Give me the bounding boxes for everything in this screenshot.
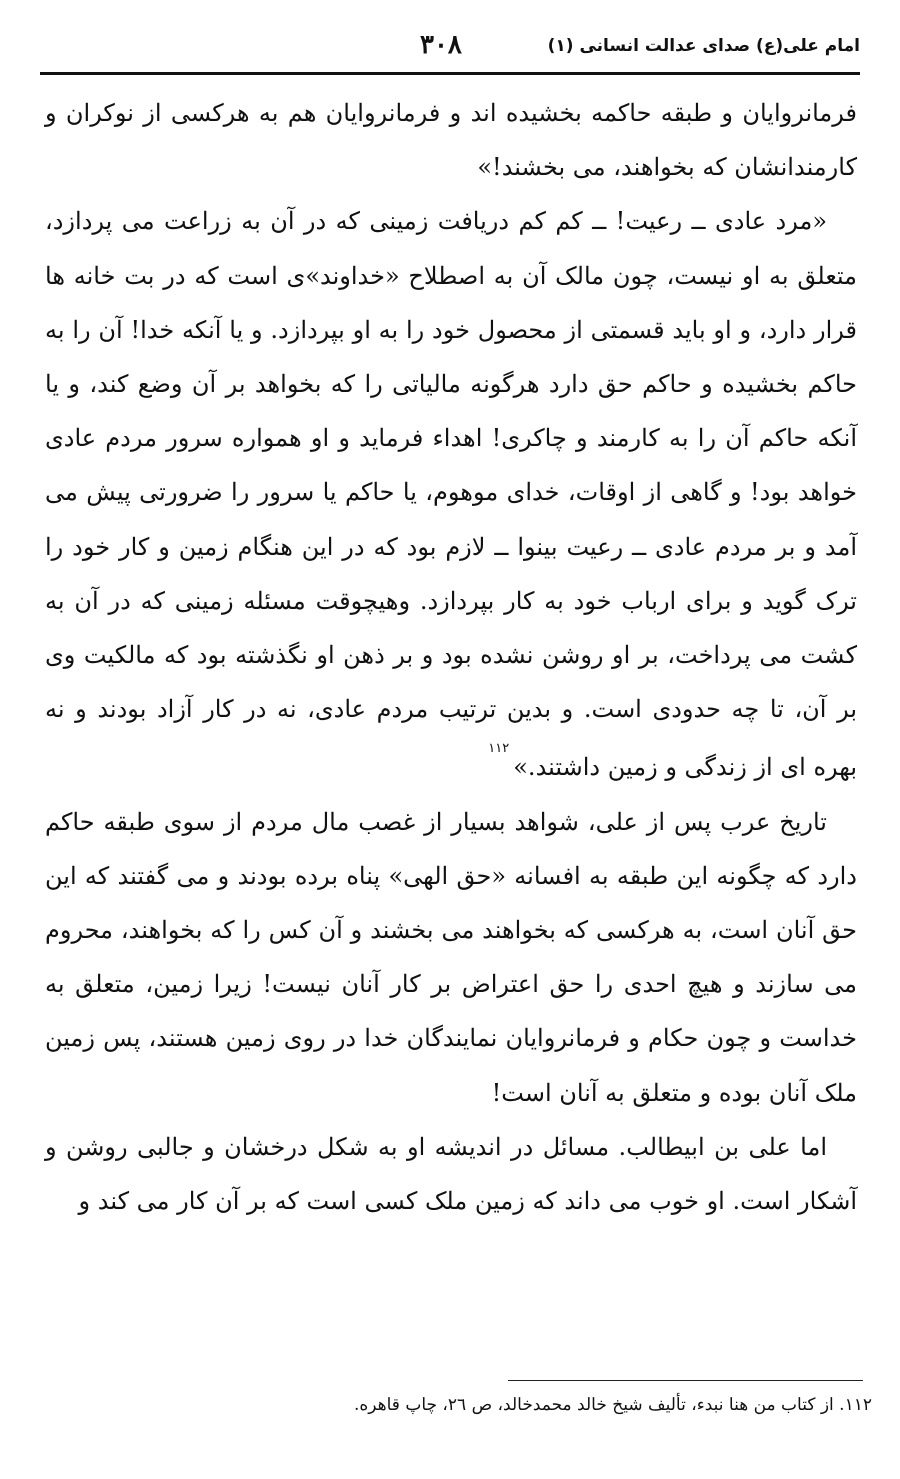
paragraph-1 bbox=[45, 86, 857, 194]
header-rule bbox=[40, 72, 860, 75]
footnote-rule bbox=[508, 1380, 863, 1381]
paragraph-1-text: فرمانروایان و طبقه حاکمه بخشیده اند و فرمانروایان هم به هرکسی از نوکران و کارمندانشان که بخواهند، می بخشند!» bbox=[45, 99, 857, 182]
paragraph-4 bbox=[45, 1120, 857, 1228]
paragraph-2 bbox=[45, 194, 857, 794]
running-title: امام علی(ع) صدای عدالت انسانی (۱) bbox=[547, 36, 860, 56]
page-number: ۳۰۸ bbox=[420, 30, 462, 60]
paragraph-4-text: اما علی بن ابیطالب. مسائل در اندیشه او به شکل درخشان و جالبی روشن و آشکار است. او خوب می داند که زمین ملک کسی است که بر آن کار می کند و bbox=[45, 1132, 857, 1216]
footnote-reference: ۱۱۲ bbox=[488, 741, 510, 757]
paragraph-3-text: تاریخ عرب پس از علی، شواهد بسیار از غصب مال مردم از سوی طبقه حاکم دارد که چگونه این طبقه به افسانه «حق الهی» پناه برده بودند و می گفتند که این حق آنان است، به هرکسی که بخواهند می بخشند و آن کس را که بخواهند، محروم می سازند و هیچ احدی را حق اعتراض بر کار آنان نیست! زیرا زمین، متعلق به خداست و چون حکام و فرمانروایان نمایندگان خدا در روی زمین هستند، پس زمین ملک آنان بوده و متعلق به آنان است! bbox=[45, 807, 857, 1107]
body-text bbox=[45, 86, 857, 1228]
paragraph-2-text: «مرد عادی ــ رعیت! ــ کم کم دریافت زمینی که در آن به زراعت می پردازد، متعلق به او نیست، چون مالک آن به اصطلاح «خداوند»ی است که در بت خانه ها قرار دارد، و او باید قسمتی از محصول خود را به او بپردازد. و یا آنکه خدا! آن را به حاکم بخشیده و حاکم حق دارد هرگونه مالیاتی را که بخواهد بر آن وضع کند، و یا آنکه حاکم آن را به کارمند و چاکری! اهداء فرماید و او همواره سرور مردم عادی خواهد بود! و گاهی از اوقات، خدای موهوم، یا حاکم یا سرور را ضرورتی پیش می آمد و بر مردم عادی ــ رعیت بینوا ــ لازم بود که در این هنگام زمین و کار خود را ترک گوید و برای ارباب خود به کار بپردازد. وهیچوقت مسئله زمینی که در آن به کشت می پرداخت، بر او روشن نشده بود و بر ذهن او نگذشته بود که مالکیت وی بر آن، تا چه حدودی است. و بدین ترتیب مردم عادی، نه در کار آزاد بودند و نه بهره ای از زندگی و زمین داشتند.» bbox=[45, 207, 858, 782]
footnote: ۱۱۲. از کتاب من هنا نبدء، تألیف شیخ خالد محمدخالد، ص ۲٦، چاپ قاهره. bbox=[353, 1395, 872, 1415]
page-header bbox=[40, 30, 860, 70]
paragraph-3 bbox=[45, 795, 857, 1120]
